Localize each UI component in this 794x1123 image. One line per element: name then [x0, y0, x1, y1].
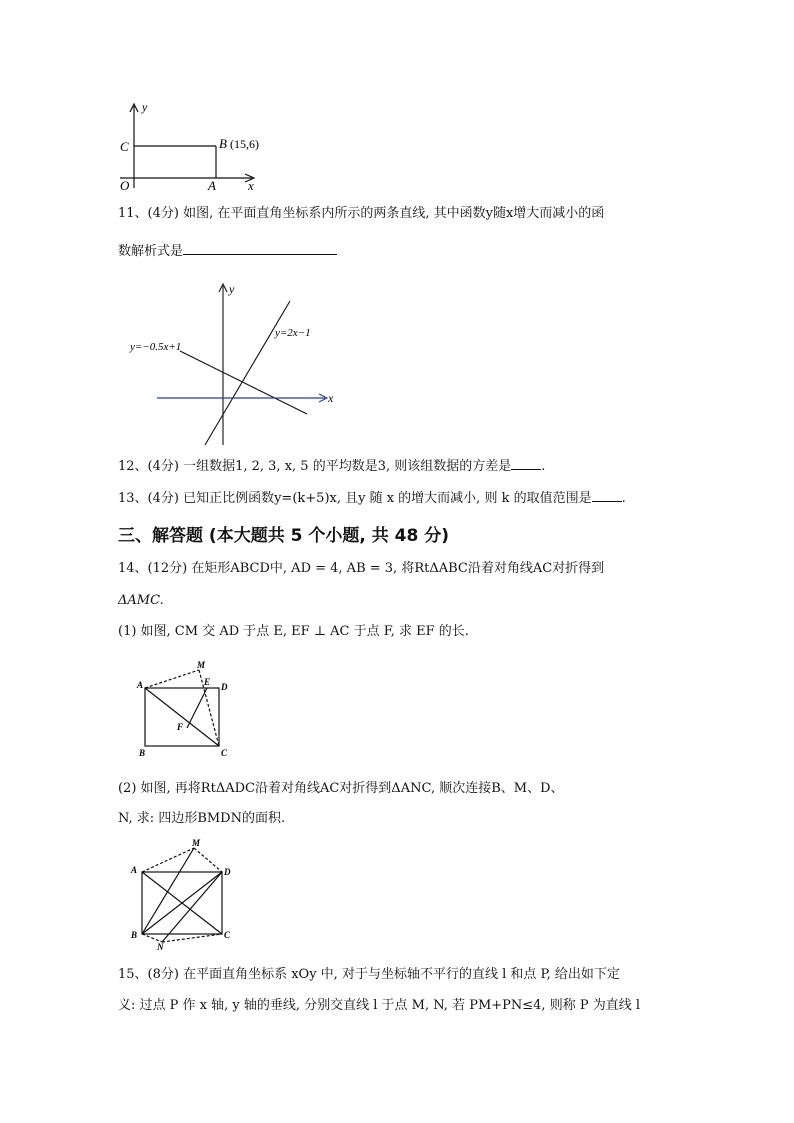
label-M: M [192, 838, 201, 848]
label-M: M [197, 660, 206, 670]
question-15-line1: 15、(8分) 在平面直角坐标系 xOy 中, 对于与坐标轴不平行的直线 l 和点 P, 给出如下定 [118, 967, 620, 982]
x-axis-label: x [248, 178, 254, 193]
answer-blank-11[interactable] [183, 241, 337, 255]
figure-two-lines [125, 280, 340, 450]
label-N: N [157, 942, 164, 950]
line-label-neg-half-x: y=−0.5x+1 [130, 341, 182, 353]
question-14-part2-line1: (2) 如图, 再将RtΔADC沿着对角线AC对折得到ΔANC, 顺次连接B、M、D、 [118, 781, 564, 796]
question-12 [118, 456, 545, 476]
label-A: A [137, 680, 144, 690]
question-14-line2: ΔAMC. [118, 593, 164, 608]
label-B: B [139, 748, 146, 758]
label-D: D [221, 682, 228, 692]
segment-MD [194, 848, 222, 872]
segment-BM [142, 848, 194, 934]
segment-EF [187, 688, 207, 728]
point-B-label: B [219, 136, 227, 151]
label-A: A [131, 865, 138, 875]
answer-blank-13[interactable] [592, 488, 622, 502]
label-D: D [224, 867, 231, 877]
line-y-neg-half-x-plus-1 [180, 351, 307, 414]
label-C: C [224, 930, 231, 940]
section-3-title: 三、解答题 (本大题共 5 个小题, 共 48 分) [118, 526, 449, 546]
point-B-coord: (15,6) [230, 137, 259, 151]
question-14-line1: 14、(12分) 在矩形ABCD中, AD = 4, AB = 3, 将RtΔABC沿着对角线AC对折得到 [118, 561, 605, 576]
line-y-2x-minus-1 [205, 301, 290, 445]
segment-BN [142, 934, 162, 942]
question-13 [118, 488, 626, 508]
answer-blank-12[interactable] [511, 456, 541, 470]
line-label-2x-minus-1: y=2x−1 [275, 327, 311, 339]
question-14-part2-line2: N, 求: 四边形BMDN的面积. [118, 811, 286, 826]
question-13-text: 13、(4分) 已知正比例函数y=(k+5)x, 且y 随 x 的增大而减小, 则 k 的取值范围是 [118, 491, 592, 506]
y-axis-label: y [142, 100, 148, 114]
point-A-label: A [208, 178, 216, 193]
figure-quadrilateral-BMDN [128, 838, 238, 950]
question-15-line2: 义: 过点 P 作 x 轴, y 轴的垂线, 分别交直线 l 于点 M, N, 若 PM+PN≤4, 则称 P 为直线 l [118, 998, 640, 1013]
label-B: B [131, 930, 138, 940]
question-12-text: 12、(4分) 一组数据1, 2, 3, x, 5 的平均数是3, 则该组数据的方差是 [118, 459, 512, 474]
diagonal-AC [145, 688, 219, 746]
question-12-suffix: . [541, 459, 546, 474]
figure-folded-rectangle [135, 658, 235, 758]
figure-rectangle-on-axes [112, 100, 282, 195]
question-11-line1: 11、(4分) 如图, 在平面直角坐标系内所示的两条直线, 其中函数y随x增大而减小的函 [118, 206, 605, 221]
y-axis-label: y [229, 282, 235, 296]
question-14-part1: (1) 如图, CM 交 AD 于点 E, EF ⊥ AC 于点 F, 求 EF 的长. [118, 624, 469, 639]
segment-NC [162, 934, 222, 942]
label-F: F [177, 722, 184, 732]
question-13-suffix: . [621, 491, 626, 506]
question-11-line2 [118, 241, 337, 261]
point-C-label: C [120, 139, 129, 154]
label-C: C [221, 748, 228, 758]
segment-AM [145, 670, 199, 688]
x-axis-label: x [328, 391, 334, 405]
label-E: E [204, 677, 211, 687]
origin-O-label: O [120, 178, 130, 193]
question-11-text: 数解析式是 [118, 244, 184, 259]
segment-ND [162, 872, 222, 942]
